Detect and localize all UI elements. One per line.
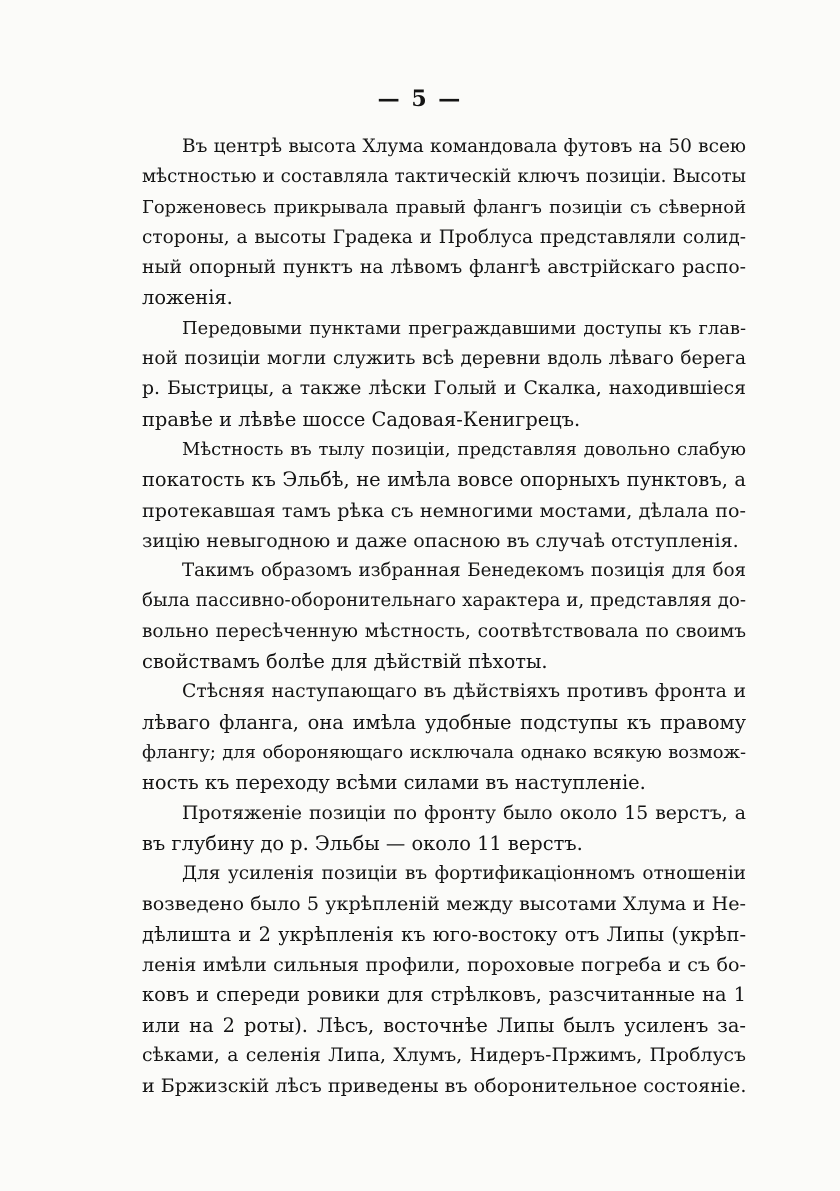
page-number: — 5 — xyxy=(377,86,463,112)
text-line: правѣе и лѣвѣе шоссе Садовая-Кенигрецъ. xyxy=(142,407,581,431)
text-line: ность къ переходу всѣми силами въ наступленіе. xyxy=(142,771,646,795)
text-line: ковъ и спереди ровики для стрѣлковъ, разсчитанные на 1 xyxy=(142,983,746,1007)
text-line: Горженовесь прикрывала правый флангъ позиціи съ сѣверной xyxy=(142,196,746,218)
text-line: Для усиленія позиціи въ фортификаціонномъ отношеніи xyxy=(182,863,746,885)
text-line: лѣваго фланга, она имѣла удобные подступы къ правому xyxy=(142,710,746,734)
text-line: ложенія. xyxy=(142,286,233,310)
text-line: въ глубину до р. Эльбы — около 11 верстъ. xyxy=(142,831,583,855)
text-line: сѣками, а селенія Липа, Хлумъ, Нидеръ-Пржимъ, Проблусъ xyxy=(142,1044,746,1066)
text-line: вольно пересѣченную мѣстность, соотвѣтствовала по своимъ xyxy=(142,620,746,642)
text-line: стороны, а высоты Градека и Проблуса представляли солид- xyxy=(142,226,746,248)
text-line: мѣстностью и составляла тактическій ключъ позиціи. Высоты xyxy=(142,166,746,188)
text-line: р. Быстрицы, а также лѣски Голый и Скалка, находившіеся xyxy=(142,378,746,400)
body-text xyxy=(142,132,746,1102)
text-line: ной позиціи могли служить всѣ деревни вдоль лѣваго берега xyxy=(142,348,746,370)
text-line: Такимъ образомъ избранная Бенедекомъ позиція для боя xyxy=(182,560,746,582)
text-line: Передовыми пунктами преграждавшими доступы къ глав- xyxy=(182,317,746,339)
text-line: была пассивно-оборонительнаго характера и, представляя до- xyxy=(142,590,746,612)
text-line: дѣлишта и 2 укрѣпленія къ юго-востоку отъ Липы (укрѣп- xyxy=(142,922,746,946)
text-line: возведено было 5 укрѣпленій между высотами Хлума и Не- xyxy=(142,892,746,916)
text-line: флангу; для обороняющаго исключала однако всякую возмож- xyxy=(142,741,746,763)
text-line: протекавшая тамъ рѣка съ немногими мостами, дѣлала по- xyxy=(142,498,746,522)
text-line: ленія имѣли сильныя профили, пороховые погреба и съ бо- xyxy=(142,953,746,977)
text-line: и Бржизскій лѣсъ приведены въ оборонительное состояніе. xyxy=(142,1074,746,1098)
text-line: Стѣсняя наступающаго въ дѣйствіяхъ противъ фронта и xyxy=(182,681,746,703)
text-line: покатость къ Эльбѣ, не имѣла вовсе опорныхъ пунктовъ, а xyxy=(142,468,746,492)
text-line: Мѣстность въ тылу позиціи, представляя довольно слабую xyxy=(182,438,746,460)
text-line: свойствамъ болѣе для дѣйствій пѣхоты. xyxy=(142,650,548,674)
text-line: или на 2 роты). Лѣсъ, восточнѣе Липы былъ усиленъ за- xyxy=(142,1013,746,1037)
text-line: Протяженіе позиціи по фронту было около 15 верстъ, а xyxy=(182,802,746,824)
text-line: Въ центрѣ высота Хлума командовала футовъ на 50 всею xyxy=(182,136,746,157)
text-line: ный опорный пунктъ на лѣвомъ флангѣ австрійскаго распо- xyxy=(142,257,746,279)
text-line: зицію невыгодною и даже опасною въ случаѣ отступленія. xyxy=(142,528,739,552)
